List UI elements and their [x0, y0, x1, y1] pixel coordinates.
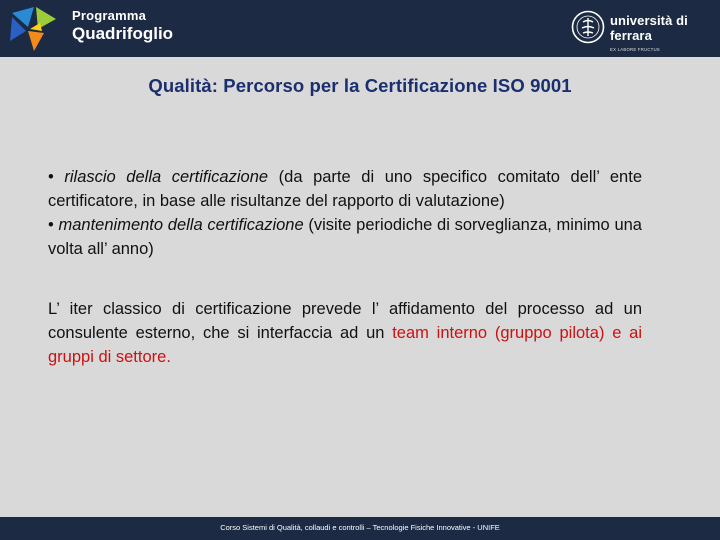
- bullet-2-marker: •: [48, 216, 59, 234]
- bullet-2-text: (visite periodiche di sorveglianza, minimo una volta all’ anno): [48, 216, 642, 258]
- university-name: università di ferrara: [610, 13, 688, 43]
- bullet-1-marker: •: [48, 168, 65, 186]
- bullet-1-text: (da parte di uno specifico comitato dell’ ente certificatore, in base alle risultanze del rapporto di valutazione): [48, 168, 642, 210]
- bullet-2-term: mantenimento della certificazione: [58, 216, 304, 234]
- university-subtitle: EX LABORE FRUCTUS: [610, 47, 661, 52]
- team-highlight: team interno (gruppo pilota) e ai gruppi di settore.: [48, 324, 642, 366]
- process-paragraph: [48, 297, 642, 369]
- certification-bullets: [48, 165, 642, 261]
- brand-line-2: Quadrifoglio: [72, 24, 174, 43]
- program-brand: [72, 9, 173, 42]
- bullet-1-term: rilascio della certificazione: [64, 168, 269, 186]
- slide-title: Qualità: Percorso per la Certificazione ISO 9001: [148, 75, 572, 96]
- brand-line-1: Programma: [72, 8, 147, 23]
- quadrifoglio-logo-icon: [4, 3, 62, 53]
- university-seal-icon: [571, 10, 605, 44]
- footer-text: Corso Sistemi di Qualità, collaudi e controlli – Tecnologie Fisiche Innovative - UNIFE: [220, 523, 500, 532]
- footer-bar: [0, 517, 720, 540]
- process-text: L’ iter classico di certificazione prevede l’ affidamento del processo ad un consulente esterno, che si interfaccia ad un: [48, 300, 642, 342]
- university-block: [610, 13, 720, 52]
- header-bar: [0, 0, 720, 57]
